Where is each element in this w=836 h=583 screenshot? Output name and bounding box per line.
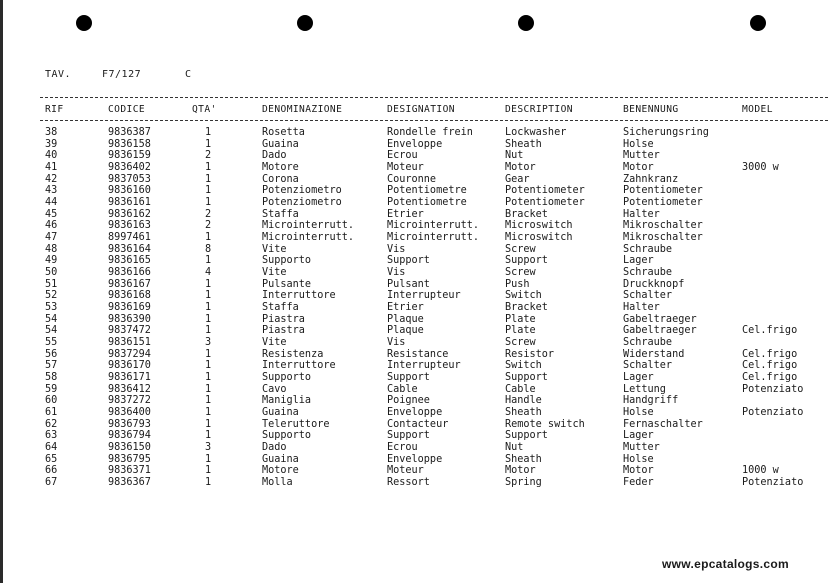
codice-cell: 9836166 [108, 267, 151, 279]
rif-cell: 63 [45, 430, 58, 442]
rif-cell: 51 [45, 278, 58, 290]
qta-cell: 1 [205, 255, 212, 267]
denominazione-cell: Resistenza [262, 348, 324, 360]
table-row [0, 220, 836, 232]
codice-cell: 9836171 [108, 372, 151, 384]
qta-cell: 1 [205, 465, 212, 477]
binder-hole [297, 15, 313, 31]
description-cell: Push [505, 278, 530, 290]
table-row [0, 302, 836, 314]
rif-cell: 59 [45, 383, 58, 395]
rif-cell: 60 [45, 395, 58, 407]
description-cell: Potentiometer [505, 197, 585, 209]
description-cell: Screw [505, 243, 536, 255]
table-row [0, 384, 836, 396]
description-cell: Switch [505, 360, 542, 372]
table-row [0, 360, 836, 372]
qta-cell: 2 [205, 220, 212, 232]
rif-cell: 64 [45, 442, 58, 454]
rif-cell: 54 [45, 313, 58, 325]
rif-cell: 38 [45, 127, 58, 138]
rif-cell: 47 [45, 232, 58, 244]
rif-cell: 49 [45, 255, 58, 267]
designation-cell: Rondelle frein [387, 127, 473, 138]
benennung-cell: Motor [623, 465, 654, 477]
col-header-qta: QTA' [192, 104, 217, 115]
rif-cell: 65 [45, 453, 58, 465]
description-cell: Handle [505, 395, 542, 407]
model-cell: Cel.frigo [742, 360, 798, 372]
benennung-cell: Lager [623, 430, 654, 442]
table-row [0, 185, 836, 197]
model-cell: Potenziato [742, 407, 804, 419]
denominazione-cell: Guaina [262, 453, 299, 465]
description-cell: Resistor [505, 348, 555, 360]
qta-cell: 1 [205, 360, 212, 372]
qta-cell: 1 [205, 418, 212, 430]
codice-cell: 9836793 [108, 418, 151, 430]
qta-cell: 1 [205, 430, 212, 442]
designation-cell: Ecrou [387, 442, 418, 454]
denominazione-cell: Corona [262, 173, 299, 185]
rif-cell: 58 [45, 372, 58, 384]
qta-cell: 8 [205, 243, 212, 255]
benennung-cell: Holse [623, 138, 654, 150]
denominazione-cell: Maniglia [262, 395, 312, 407]
qta-cell: 1 [205, 395, 212, 407]
description-cell: Support [505, 372, 548, 384]
rif-cell: 62 [45, 418, 58, 430]
benennung-cell: Schalter [623, 290, 673, 302]
watermark: www.epcatalogs.com [662, 557, 789, 571]
qta-cell: 4 [205, 267, 212, 279]
benennung-cell: Holse [623, 453, 654, 465]
designation-cell: Vis [387, 243, 406, 255]
table-row [0, 232, 836, 244]
table-row [0, 477, 836, 489]
header-rule-top [40, 97, 828, 98]
rif-cell: 55 [45, 337, 58, 349]
designation-cell: Plaque [387, 325, 424, 337]
binder-hole [518, 15, 534, 31]
qta-cell: 1 [205, 372, 212, 384]
table-row [0, 372, 836, 384]
codice-cell: 9836402 [108, 162, 151, 174]
benennung-cell: Schraube [623, 243, 673, 255]
table-row [0, 150, 836, 162]
col-header-model: MODEL [742, 104, 773, 115]
rif-cell: 42 [45, 173, 58, 185]
qta-cell: 1 [205, 348, 212, 360]
designation-cell: Microinterrutt. [387, 220, 480, 232]
description-cell: Nut [505, 150, 524, 162]
col-header-denominazione: DENOMINAZIONE [262, 104, 343, 115]
binder-hole [76, 15, 92, 31]
description-cell: Motor [505, 465, 536, 477]
table-row [0, 139, 836, 151]
denominazione-cell: Cavo [262, 383, 287, 395]
qta-cell: 1 [205, 173, 212, 185]
description-cell: Potentiometer [505, 185, 585, 197]
qta-cell: 1 [205, 477, 212, 489]
description-cell: Support [505, 430, 548, 442]
denominazione-cell: Vite [262, 267, 287, 279]
codice-cell: 9837472 [108, 325, 151, 337]
col-header-rif: RIF [45, 104, 64, 115]
designation-cell: Enveloppe [387, 407, 443, 419]
codice-cell: 8997461 [108, 232, 151, 244]
table-row [0, 197, 836, 209]
codice-cell: 9836151 [108, 337, 151, 349]
codice-cell: 9836160 [108, 185, 151, 197]
codice-cell: 9837294 [108, 348, 151, 360]
description-cell: Bracket [505, 208, 548, 220]
designation-cell: Plaque [387, 313, 424, 325]
benennung-cell: Zahnkranz [623, 173, 679, 185]
codice-cell: 9836169 [108, 302, 151, 314]
qta-cell: 1 [205, 313, 212, 325]
benennung-cell: Mutter [623, 442, 660, 454]
table-row [0, 395, 836, 407]
denominazione-cell: Molla [262, 477, 293, 489]
qta-cell: 1 [205, 302, 212, 314]
designation-cell: Moteur [387, 465, 424, 477]
designation-cell: Microinterrutt. [387, 232, 480, 244]
rif-cell: 48 [45, 243, 58, 255]
rif-cell: 50 [45, 267, 58, 279]
rif-cell: 43 [45, 185, 58, 197]
denominazione-cell: Dado [262, 150, 287, 162]
qta-cell: 1 [205, 138, 212, 150]
denominazione-cell: Rosetta [262, 127, 305, 138]
description-cell: Sheath [505, 407, 542, 419]
model-cell: Cel.frigo [742, 348, 798, 360]
table-row [0, 127, 836, 139]
rif-cell: 41 [45, 162, 58, 174]
table-row [0, 419, 836, 431]
codice-cell: 9837272 [108, 395, 151, 407]
designation-cell: Enveloppe [387, 453, 443, 465]
header-rule-bottom [40, 120, 828, 121]
codice-cell: 9836400 [108, 407, 151, 419]
denominazione-cell: Interruttore [262, 290, 336, 302]
description-cell: Nut [505, 442, 524, 454]
benennung-cell: Potentiometer [623, 185, 703, 197]
description-cell: Remote switch [505, 418, 585, 430]
codice-cell: 9836163 [108, 220, 151, 232]
benennung-cell: Mikroschalter [623, 232, 703, 244]
denominazione-cell: Supporto [262, 430, 312, 442]
col-header-benennung: BENENNUNG [623, 104, 679, 115]
benennung-cell: Feder [623, 477, 654, 489]
benennung-cell: Fernaschalter [623, 418, 703, 430]
table-row [0, 407, 836, 419]
designation-cell: Cable [387, 383, 418, 395]
benennung-cell: Handgriff [623, 395, 679, 407]
designation-cell: Support [387, 430, 430, 442]
denominazione-cell: Motore [262, 465, 299, 477]
rif-cell: 53 [45, 302, 58, 314]
rif-cell: 67 [45, 477, 58, 489]
codice-cell: 9836170 [108, 360, 151, 372]
description-cell: Sheath [505, 138, 542, 150]
codice-cell: 9836167 [108, 278, 151, 290]
designation-cell: Vis [387, 267, 406, 279]
codice-cell: 9836164 [108, 243, 151, 255]
description-cell: Switch [505, 290, 542, 302]
designation-cell: Couronne [387, 173, 437, 185]
designation-cell: Resistance [387, 348, 449, 360]
benennung-cell: Schalter [623, 360, 673, 372]
table-row [0, 325, 836, 337]
binder-hole [750, 15, 766, 31]
designation-cell: Etrier [387, 208, 424, 220]
designation-cell: Ecrou [387, 150, 418, 162]
description-cell: Support [505, 255, 548, 267]
codice-cell: 9836390 [108, 313, 151, 325]
designation-cell: Support [387, 372, 430, 384]
denominazione-cell: Supporto [262, 255, 312, 267]
designation-cell: Ressort [387, 477, 430, 489]
benennung-cell: Lettung [623, 383, 666, 395]
designation-cell: Support [387, 255, 430, 267]
table-row [0, 430, 836, 442]
designation-cell: Interrupteur [387, 360, 461, 372]
benennung-cell: Halter [623, 302, 660, 314]
qta-cell: 1 [205, 162, 212, 174]
table-row [0, 290, 836, 302]
denominazione-cell: Staffa [262, 208, 299, 220]
rif-cell: 52 [45, 290, 58, 302]
denominazione-cell: Vite [262, 337, 287, 349]
codice-cell: 9836165 [108, 255, 151, 267]
benennung-cell: Mikroschalter [623, 220, 703, 232]
rif-cell: 45 [45, 208, 58, 220]
qta-cell: 1 [205, 407, 212, 419]
designation-cell: Potentiometre [387, 197, 467, 209]
qta-cell: 1 [205, 197, 212, 209]
codice-cell: 9836794 [108, 430, 151, 442]
description-cell: Plate [505, 325, 536, 337]
designation-cell: Contacteur [387, 418, 449, 430]
benennung-cell: Motor [623, 162, 654, 174]
denominazione-cell: Dado [262, 442, 287, 454]
denominazione-cell: Microinterrutt. [262, 220, 355, 232]
designation-cell: Potentiometre [387, 185, 467, 197]
denominazione-cell: Motore [262, 162, 299, 174]
denominazione-cell: Guaina [262, 407, 299, 419]
rif-cell: 66 [45, 465, 58, 477]
designation-cell: Enveloppe [387, 138, 443, 150]
qta-cell: 1 [205, 232, 212, 244]
table-row [0, 255, 836, 267]
description-cell: Cable [505, 383, 536, 395]
designation-cell: Poignee [387, 395, 430, 407]
rif-cell: 46 [45, 220, 58, 232]
col-header-codice: CODICE [108, 104, 146, 115]
table-code: F7/127 [102, 69, 142, 80]
denominazione-cell: Guaina [262, 138, 299, 150]
table-row [0, 244, 836, 256]
denominazione-cell: Supporto [262, 372, 312, 384]
model-cell: Potenziato [742, 383, 804, 395]
benennung-cell: Halter [623, 208, 660, 220]
qta-cell: 3 [205, 337, 212, 349]
qta-cell: 1 [205, 453, 212, 465]
description-cell: Screw [505, 337, 536, 349]
designation-cell: Etrier [387, 302, 424, 314]
denominazione-cell: Piastra [262, 325, 305, 337]
denominazione-cell: Staffa [262, 302, 299, 314]
codice-cell: 9837053 [108, 173, 151, 185]
codice-cell: 9836795 [108, 453, 151, 465]
codice-cell: 9836159 [108, 150, 151, 162]
qta-cell: 1 [205, 127, 212, 138]
rif-cell: 39 [45, 138, 58, 150]
table-row [0, 349, 836, 361]
benennung-cell: Schraube [623, 267, 673, 279]
benennung-cell: Widerstand [623, 348, 685, 360]
qta-cell: 1 [205, 325, 212, 337]
codice-cell: 9836150 [108, 442, 151, 454]
denominazione-cell: Potenziometro [262, 197, 342, 209]
col-header-description: DESCRIPTION [505, 104, 573, 115]
codice-cell: 9836371 [108, 465, 151, 477]
description-cell: Motor [505, 162, 536, 174]
col-header-designation: DESIGNATION [387, 104, 455, 115]
codice-cell: 9836162 [108, 208, 151, 220]
model-cell: Cel.frigo [742, 325, 798, 337]
description-cell: Sheath [505, 453, 542, 465]
codice-cell: 9836158 [108, 138, 151, 150]
designation-cell: Vis [387, 337, 406, 349]
description-cell: Gear [505, 173, 530, 185]
table-row [0, 279, 836, 291]
qta-cell: 1 [205, 383, 212, 395]
codice-cell: 9836168 [108, 290, 151, 302]
table-row [0, 337, 836, 349]
qta-cell: 1 [205, 185, 212, 197]
qta-cell: 2 [205, 150, 212, 162]
benennung-cell: Mutter [623, 150, 660, 162]
benennung-cell: Lager [623, 255, 654, 267]
rif-cell: 61 [45, 407, 58, 419]
description-cell: Microswitch [505, 220, 573, 232]
table-row [0, 174, 836, 186]
codice-cell: 9836367 [108, 477, 151, 489]
denominazione-cell: Interruttore [262, 360, 336, 372]
benennung-cell: Holse [623, 407, 654, 419]
benennung-cell: Druckknopf [623, 278, 685, 290]
description-cell: Plate [505, 313, 536, 325]
benennung-cell: Gabeltraeger [623, 313, 697, 325]
rif-cell: 54 [45, 325, 58, 337]
codice-cell: 9836387 [108, 127, 151, 138]
denominazione-cell: Pulsante [262, 278, 312, 290]
denominazione-cell: Microinterrutt. [262, 232, 355, 244]
designation-cell: Moteur [387, 162, 424, 174]
qta-cell: 1 [205, 278, 212, 290]
model-cell: 1000 w [742, 465, 779, 477]
benennung-cell: Lager [623, 372, 654, 384]
table-row [0, 442, 836, 454]
table-row [0, 267, 836, 279]
description-cell: Spring [505, 477, 542, 489]
description-cell: Screw [505, 267, 536, 279]
rif-cell: 57 [45, 360, 58, 372]
table-row [0, 209, 836, 221]
codice-cell: 9836161 [108, 197, 151, 209]
parts-table [0, 127, 836, 489]
designation-cell: Pulsant [387, 278, 430, 290]
model-cell: Cel.frigo [742, 372, 798, 384]
rif-cell: 40 [45, 150, 58, 162]
designation-cell: Interrupteur [387, 290, 461, 302]
tav-label: TAV. [45, 69, 72, 80]
qta-cell: 1 [205, 290, 212, 302]
benennung-cell: Schraube [623, 337, 673, 349]
table-row [0, 454, 836, 466]
rif-cell: 56 [45, 348, 58, 360]
benennung-cell: Sicherungsring [623, 127, 709, 138]
table-row [0, 314, 836, 326]
benennung-cell: Gabeltraeger [623, 325, 697, 337]
qta-cell: 3 [205, 442, 212, 454]
denominazione-cell: Potenziometro [262, 185, 342, 197]
table-row [0, 465, 836, 477]
description-cell: Microswitch [505, 232, 573, 244]
description-cell: Bracket [505, 302, 548, 314]
denominazione-cell: Teleruttore [262, 418, 330, 430]
denominazione-cell: Piastra [262, 313, 305, 325]
model-cell: Potenziato [742, 477, 804, 489]
codice-cell: 9836412 [108, 383, 151, 395]
qta-cell: 2 [205, 208, 212, 220]
revision-letter: C [185, 69, 192, 80]
table-row [0, 162, 836, 174]
denominazione-cell: Vite [262, 243, 287, 255]
description-cell: Lockwasher [505, 127, 567, 138]
benennung-cell: Potentiometer [623, 197, 703, 209]
model-cell: 3000 w [742, 162, 779, 174]
rif-cell: 44 [45, 197, 58, 209]
